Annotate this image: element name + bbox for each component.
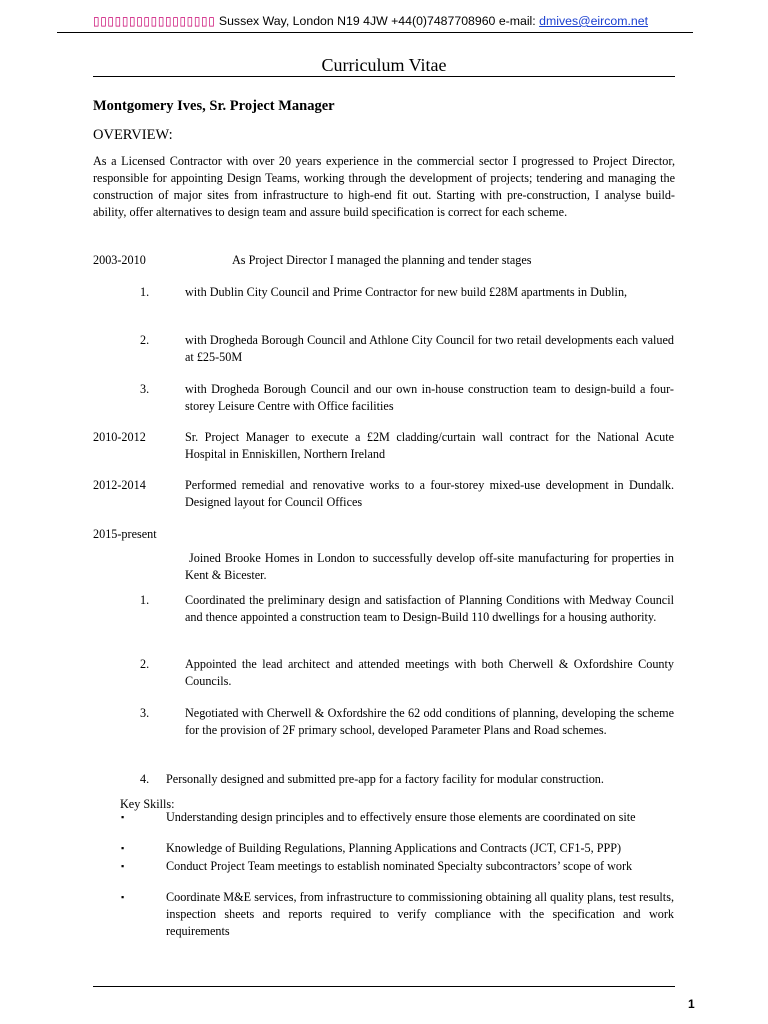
overview-heading: OVERVIEW: [93, 127, 173, 143]
skill-item: Understanding design principles and to effectively ensure those elements are coordinated on site [166, 810, 636, 824]
footer-rule [93, 986, 675, 987]
list-item: Appointed the lead architect and attended meetings with both Cherwell & Oxfordshire County Councils. [185, 657, 674, 688]
item-number: 1. [140, 285, 150, 299]
period-2012-2014: 2012-2014 [93, 478, 146, 492]
contact-header [93, 12, 693, 30]
item-number: 3. [140, 706, 150, 720]
bullet-icon: ▪ [121, 812, 125, 822]
email-link[interactable]: dmives@eircom.net [539, 14, 648, 28]
list-item: Coordinated the preliminary design and satisfaction of Planning Conditions with Medway Council and thence appointed a construction team to Design-Build 110 dwellings for a housing authority. [185, 593, 674, 624]
title-rule [93, 76, 675, 77]
header-address: Sussex Way, London N19 4JW +44(0)7487708960 e-mail: [215, 14, 540, 28]
period-intro: As Project Director I managed the planning and tender stages [232, 253, 532, 267]
key-skills-heading: Key Skills: [120, 797, 175, 811]
document-title: Curriculum Vitae [321, 55, 447, 75]
period-2003-2010: 2003-2010 [93, 253, 146, 267]
list-item: with Drogheda Borough Council and Athlone City Council for two retail developments each valued at £25-50M [185, 333, 674, 364]
item-number: 3. [140, 382, 150, 396]
bullet-icon: ▪ [121, 861, 125, 871]
period-2015-present: 2015-present [93, 527, 157, 541]
list-item: Negotiated with Cherwell & Oxfordshire the 62 odd conditions of planning, developing the scheme for the provision of 2F primary school, developed Parameter Plans and Road schemes. [185, 706, 674, 737]
period-description: Performed remedial and renovative works to a four-storey mixed-use development in Dundalk. Designed layout for Council Offices [185, 478, 674, 509]
period-intro: Joined Brooke Homes in London to successfully develop off-site manufacturing for properties in Kent & Bicester. [185, 551, 674, 582]
item-number: 4. [140, 772, 150, 786]
item-number: 1. [140, 593, 150, 607]
bullet-icon: ▪ [121, 892, 125, 902]
header-rule [57, 32, 693, 33]
header-garbled-glyphs: ▯▯▯▯▯▯▯▯▯▯▯▯▯▯▯▯▯ [93, 14, 216, 28]
list-item: with Drogheda Borough Council and our own in-house construction team to design-build a four-storey Leisure Centre with Office facilities [185, 382, 674, 413]
skill-item: Knowledge of Building Regulations, Planning Applications and Contracts (JCT, CF1-5, PPP) [166, 841, 622, 855]
list-item: Personally designed and submitted pre-app for a factory facility for modular construction. [166, 772, 604, 786]
list-item: with Dublin City Council and Prime Contractor for new build £28M apartments in Dublin, [185, 285, 628, 299]
item-number: 2. [140, 657, 150, 671]
item-number: 2. [140, 333, 150, 347]
skill-item: Coordinate M&E services, from infrastructure to commissioning obtaining all quality plans, test results, inspection sheets and reports required to verify compliance with the specification and work requirements [166, 890, 674, 938]
candidate-name: Montgomery Ives, Sr. Project Manager [93, 98, 335, 114]
period-2010-2012: 2010-2012 [93, 430, 146, 444]
page-number: 1 [688, 997, 695, 1011]
skill-item: Conduct Project Team meetings to establish nominated Specialty subcontractors’ scope of work [166, 859, 633, 873]
period-description: Sr. Project Manager to execute a £2M cladding/curtain wall contract for the National Acute Hospital in Enniskillen, Northern Ireland [185, 430, 674, 461]
overview-text: As a Licensed Contractor with over 20 years experience in the commercial sector I progressed to Project Director, responsible for appointing Design Teams, working through the development of projects; tendering and managing the construction of major sites from infrastructure to high-end fit out. Starting with pre-construction, I analyse build-ability, offer alternatives to design team and assure build specification is correct for each scheme. [93, 154, 675, 219]
bullet-icon: ▪ [121, 843, 125, 853]
